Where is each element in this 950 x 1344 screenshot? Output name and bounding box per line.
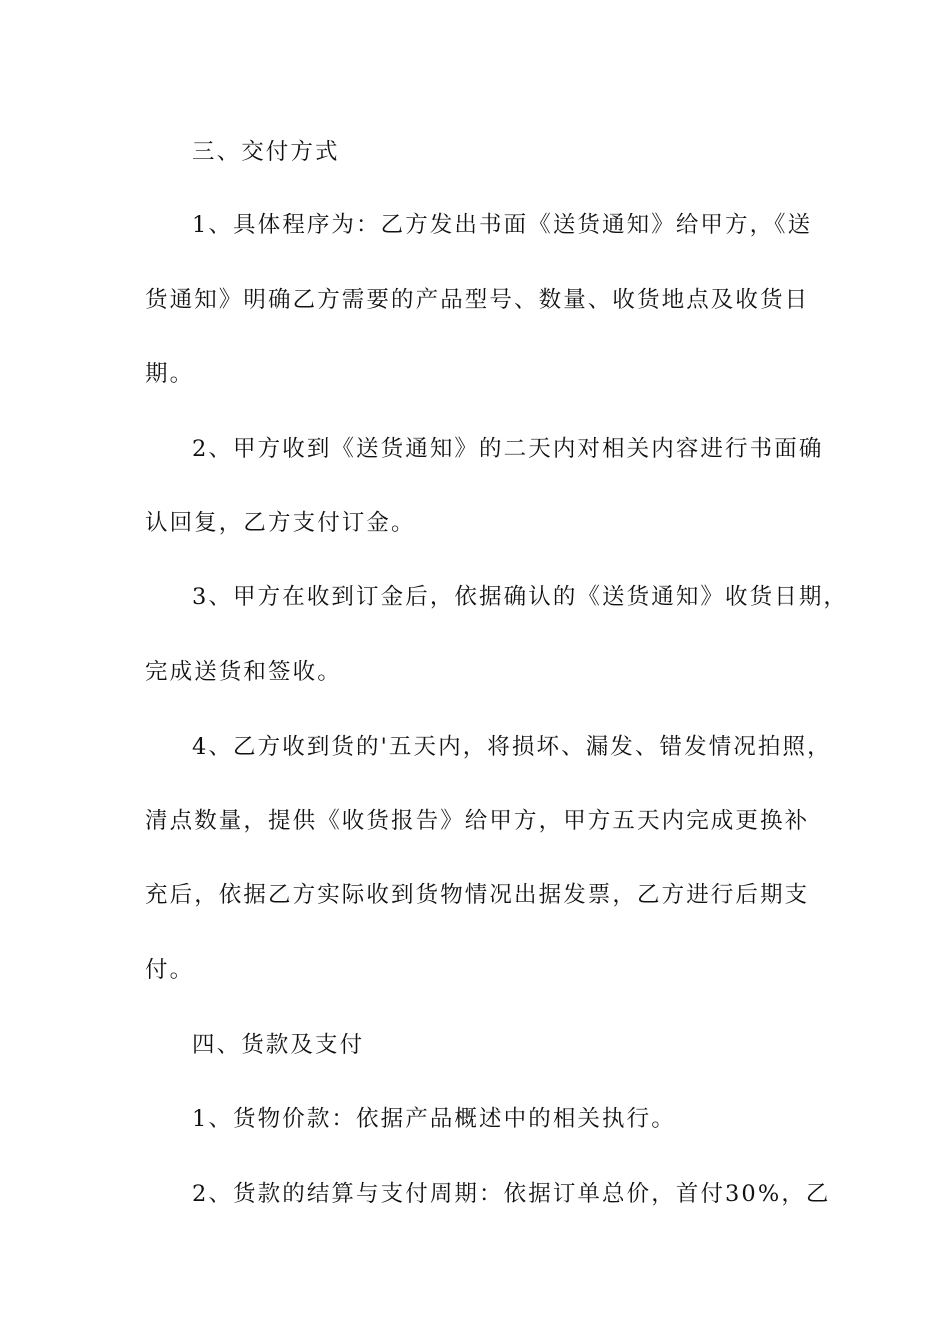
paragraph-line: 1、具体程序为：乙方发出书面《送货通知》给甲方，《送 [192, 212, 813, 238]
paragraph-line: 2、甲方收到《送货通知》的二天内对相关内容进行书面确 [192, 436, 824, 462]
paragraph-line: 清点数量，提供《收货报告》给甲方，甲方五天内完成更换补 [145, 808, 810, 834]
paragraph-line: 付。 [145, 957, 195, 983]
section-heading-payment: 四、货款及支付 [192, 1032, 365, 1058]
paragraph-line: 4、乙方收到货的'五天内，将损坏、漏发、错发情况拍照， [192, 734, 832, 760]
paragraph-line: 充后，依据乙方实际收到货物情况出据发票，乙方进行后期支 [145, 882, 810, 908]
paragraph-line: 完成送货和签收。 [145, 659, 342, 685]
paragraph-line: 期。 [145, 361, 195, 387]
paragraph-line: 认回复，乙方支付订金。 [145, 510, 416, 536]
section-heading-delivery: 三、交付方式 [192, 139, 340, 165]
paragraph-line: 3、甲方在收到订金后，依据确认的《送货通知》收货日期， [192, 584, 849, 610]
paragraph-line: 货通知》明确乙方需要的产品型号、数量、收货地点及收货日 [145, 287, 810, 313]
paragraph-line: 2、货款的结算与支付周期：依据订单总价，首付30%，乙 [192, 1181, 831, 1207]
paragraph-line: 1、货物价款：依据产品概述中的相关执行。 [192, 1106, 676, 1132]
